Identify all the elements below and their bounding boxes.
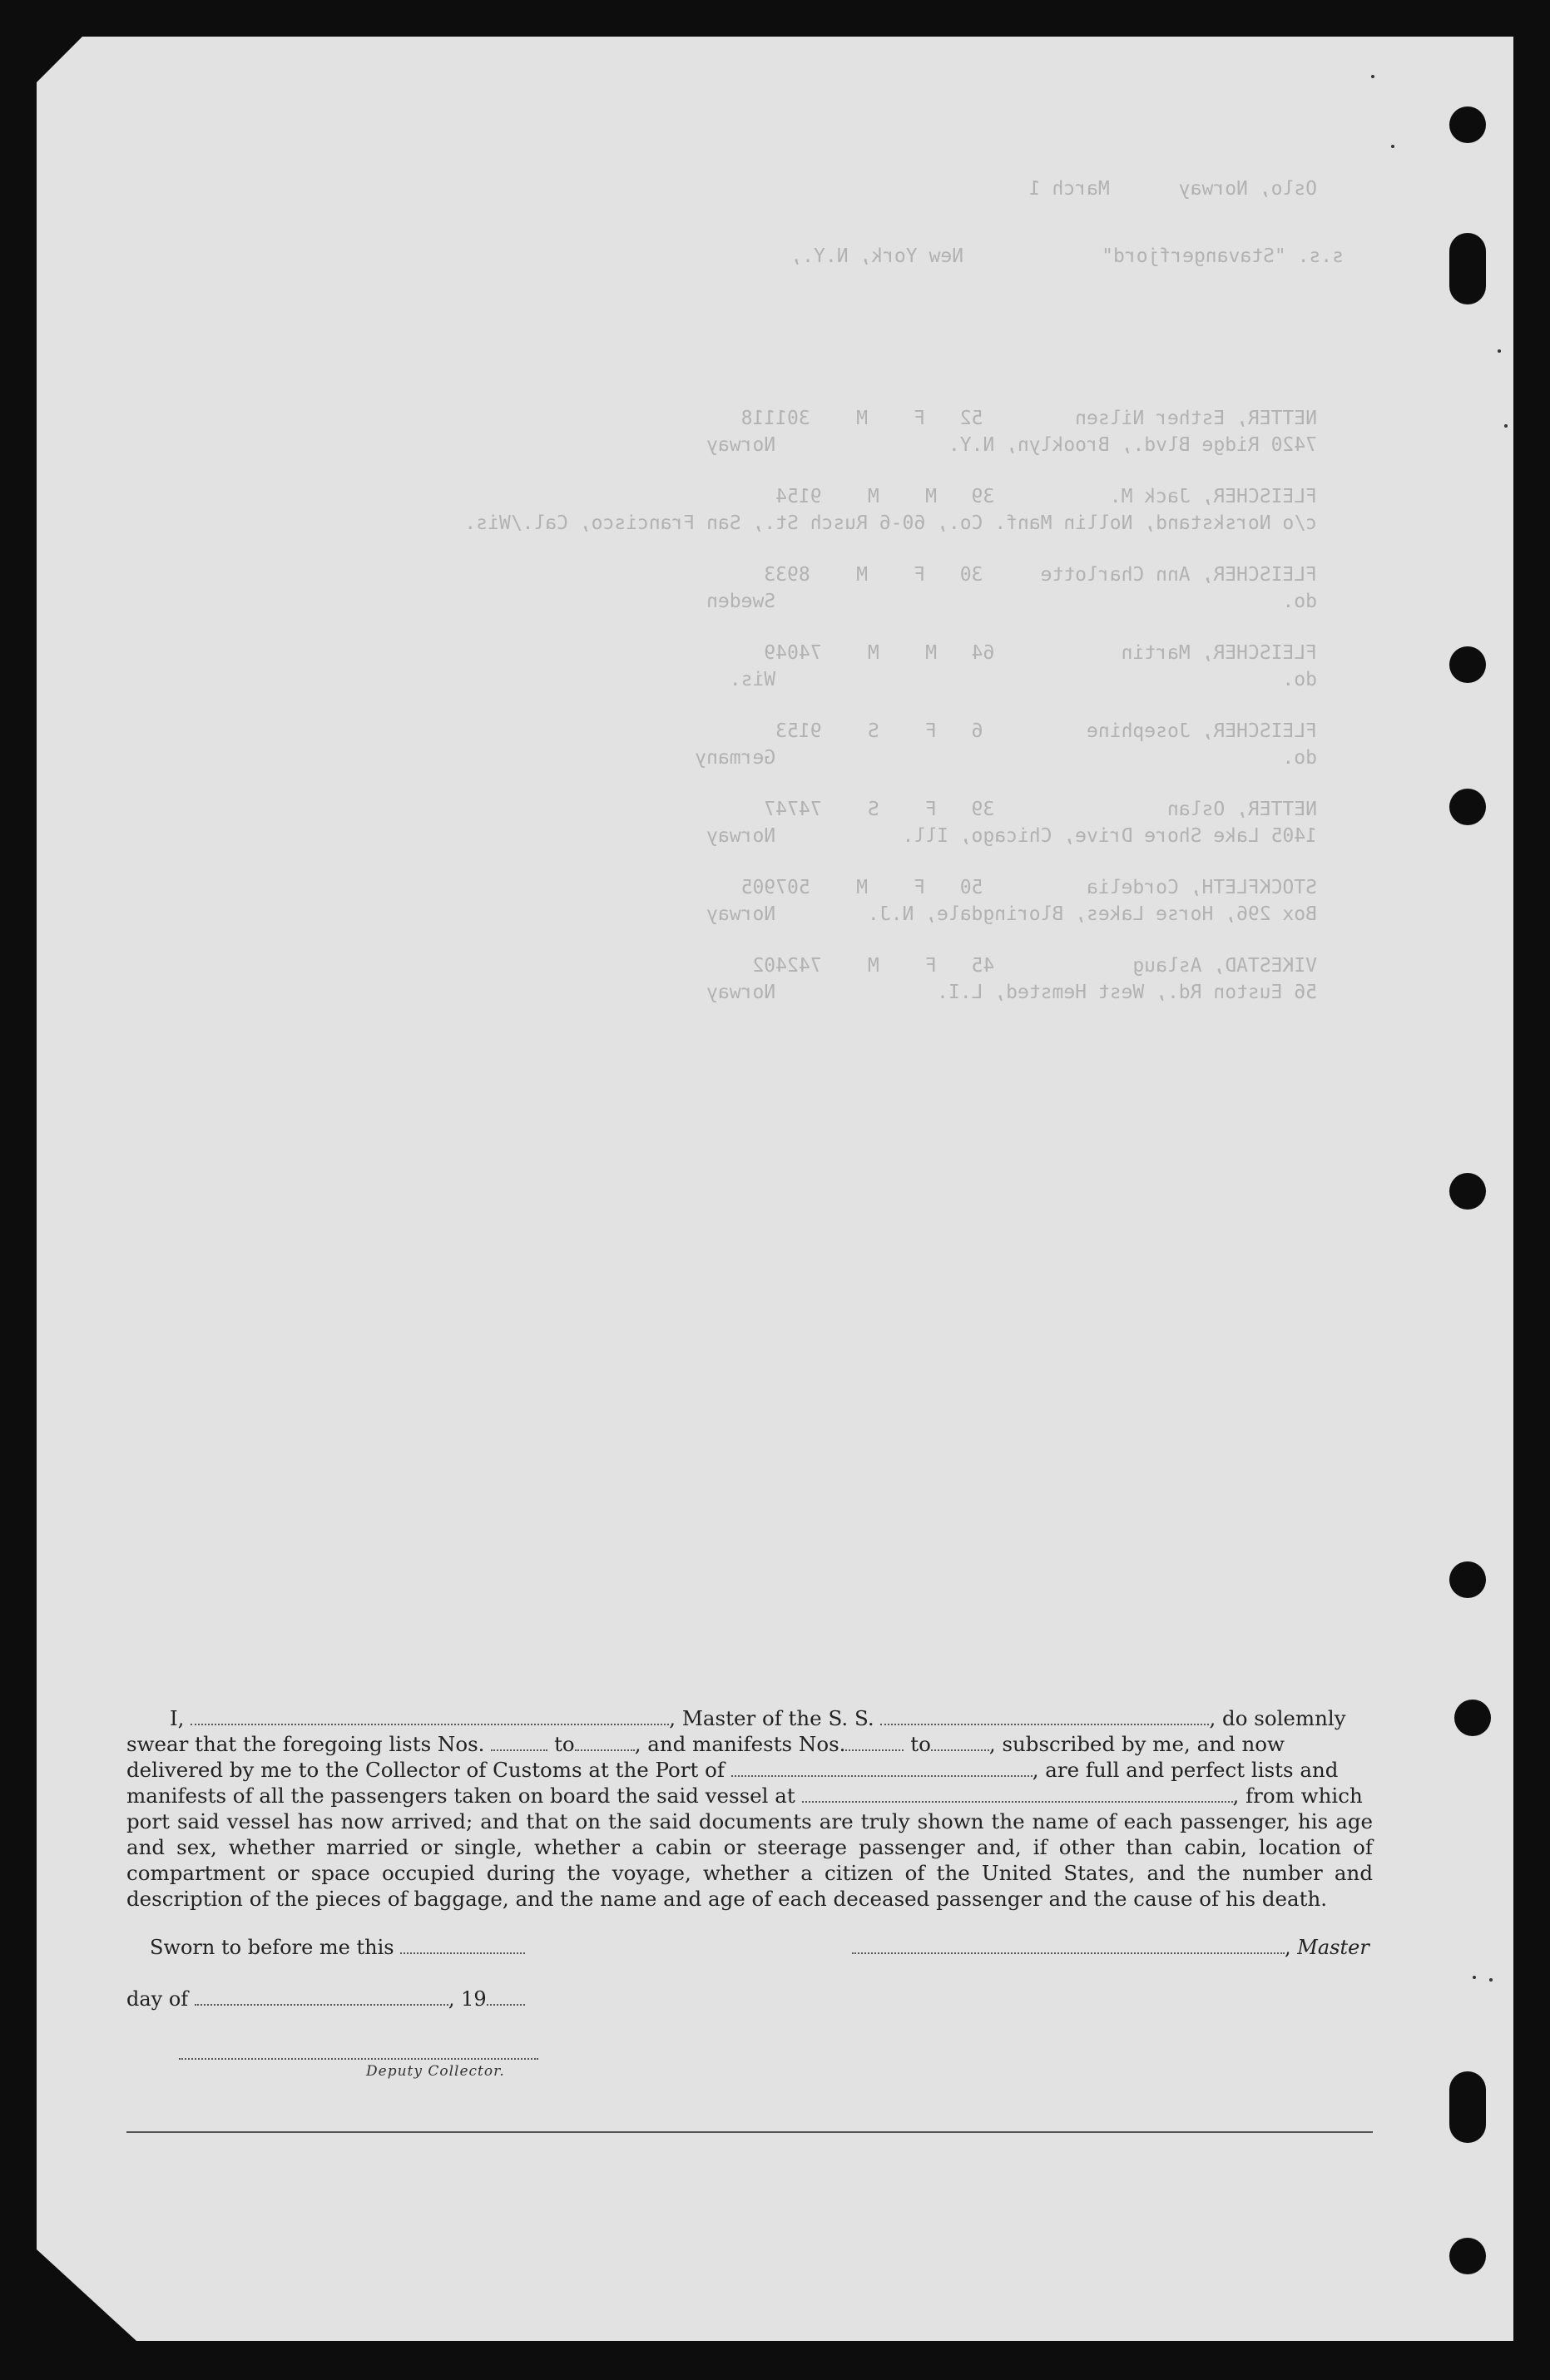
oath-line <box>126 1705 1373 1731</box>
bleed-line: FLEISCHER, Martin 64 M M 74049 <box>764 642 1317 664</box>
oath-text: swear that the foregoing lists Nos. <box>126 1732 485 1756</box>
oath-line <box>126 1731 1373 1757</box>
bleed-line: FLEISCHER, Ann Charlotte 30 F M 8933 <box>764 564 1317 586</box>
departure-port-blank <box>802 1786 1233 1803</box>
oath-text: , are full and perfect lists and <box>1032 1758 1339 1782</box>
oath-line <box>126 1757 1373 1783</box>
bleed-line: NETTER, Oslan 39 F S 74747 <box>764 799 1317 820</box>
vessel-name-blank <box>880 1709 1209 1725</box>
year-blank <box>487 1989 525 2006</box>
sworn-date-blank <box>400 1937 525 1954</box>
bleed-line: 56 Euston Rd., West Hemsted, L.I. Norway <box>706 982 1317 1003</box>
bleed-line: STOCKFLETH, Cordelia 50 F M 507905 <box>740 877 1317 898</box>
oath-text: delivered by me to the Collector of Customs at the Port of <box>126 1758 725 1782</box>
bleed-header-1: Oslo, Norway March 1 <box>1028 178 1317 200</box>
bleed-header-2: s.s. "Stavangerfjord" New York, N.Y., <box>790 245 1344 267</box>
master-oath <box>126 1705 1373 1912</box>
sworn-text: Sworn to before me this <box>150 1936 394 1959</box>
binder-hole <box>1449 2238 1486 2274</box>
bleed-line: do. Germany <box>695 747 1317 769</box>
deputy-collector-label: Deputy Collector. <box>366 2063 505 2080</box>
bleed-line: FLEISCHER, Josephine 6 F S 9153 <box>775 720 1317 742</box>
oath-text: , subscribed by me, and now <box>988 1732 1285 1756</box>
bleed-line: Box 296, Horse Lakes, Bloringdale, N.J. Norway <box>706 903 1317 925</box>
bleed-line: NETTER, Esther Nilsen 52 F M 301118 <box>740 408 1317 429</box>
binder-hole <box>1454 1700 1491 1736</box>
oath-text: , Master of the S. S. <box>669 1706 874 1730</box>
binder-hole <box>1449 1561 1486 1598</box>
manifest-from-blank <box>845 1734 904 1751</box>
bleed-line: c/o Norskstand, Nollin Manf. Co., 60-6 Rusch St., San Francisco, Cal./Wis. <box>464 512 1317 534</box>
sworn-line <box>150 1936 525 1959</box>
oath-text: to <box>910 1732 931 1756</box>
oath-text: , and manifests Nos. <box>634 1732 846 1756</box>
binder-hole <box>1449 1173 1486 1210</box>
oath-text: , do solemnly <box>1209 1706 1346 1730</box>
year-text: , 19 <box>448 1987 487 2011</box>
oath-line <box>126 1783 1373 1809</box>
bleed-line: do. Sweden <box>706 591 1317 612</box>
master-signature-blank <box>852 1937 1285 1954</box>
day-of-blank <box>195 1989 448 2006</box>
oath-text: to <box>554 1732 575 1756</box>
list-to-blank <box>575 1734 635 1751</box>
binder-hole <box>1449 2071 1486 2143</box>
port-blank <box>731 1760 1033 1777</box>
deputy-signature-blank <box>179 2058 538 2060</box>
speck <box>1473 1976 1476 1979</box>
oath-text: , from which <box>1232 1784 1363 1808</box>
oath-body: port said vessel has now arrived; and that on the said documents are truly shown the name of each passenger, his age and sex, whether married or single, whether a cabin or steerage passenger and, if other than cabin, location of compartment or space occupied during the voyage, whether a citizen of the United States, and the number and description of the pieces of baggage, and the name and age of each deceased passenger and the cause of his death. <box>126 1809 1373 1911</box>
oath-text: I, <box>170 1706 185 1730</box>
bleed-line: 7420 Ridge Blvd., Brooklyn, N.Y. Norway <box>706 434 1317 456</box>
bleed-through-text <box>0 0 1550 1081</box>
day-of-text: day of <box>126 1987 189 2011</box>
oath-text: manifests of all the passengers taken on board the said vessel at <box>126 1784 795 1808</box>
day-of-line <box>126 1987 525 2011</box>
bleed-line: do. Wis. <box>729 669 1317 690</box>
bottom-rule <box>126 2131 1373 2133</box>
bleed-line: FLEISCHER, Jack M. 39 M M 9154 <box>775 486 1317 507</box>
master-signature-line: , Master <box>852 1936 1369 1959</box>
list-from-blank <box>491 1734 547 1751</box>
manifest-to-blank <box>931 1734 989 1751</box>
bleed-line: 1405 Lake Shore Drive, Chicago, Ill. Norway <box>706 825 1317 847</box>
master-label: Master <box>1297 1936 1369 1959</box>
speck <box>1489 1978 1493 1982</box>
bleed-line: VIKESTAD, Aslaug 45 F M 742402 <box>752 955 1317 977</box>
master-name-blank <box>191 1709 669 1725</box>
